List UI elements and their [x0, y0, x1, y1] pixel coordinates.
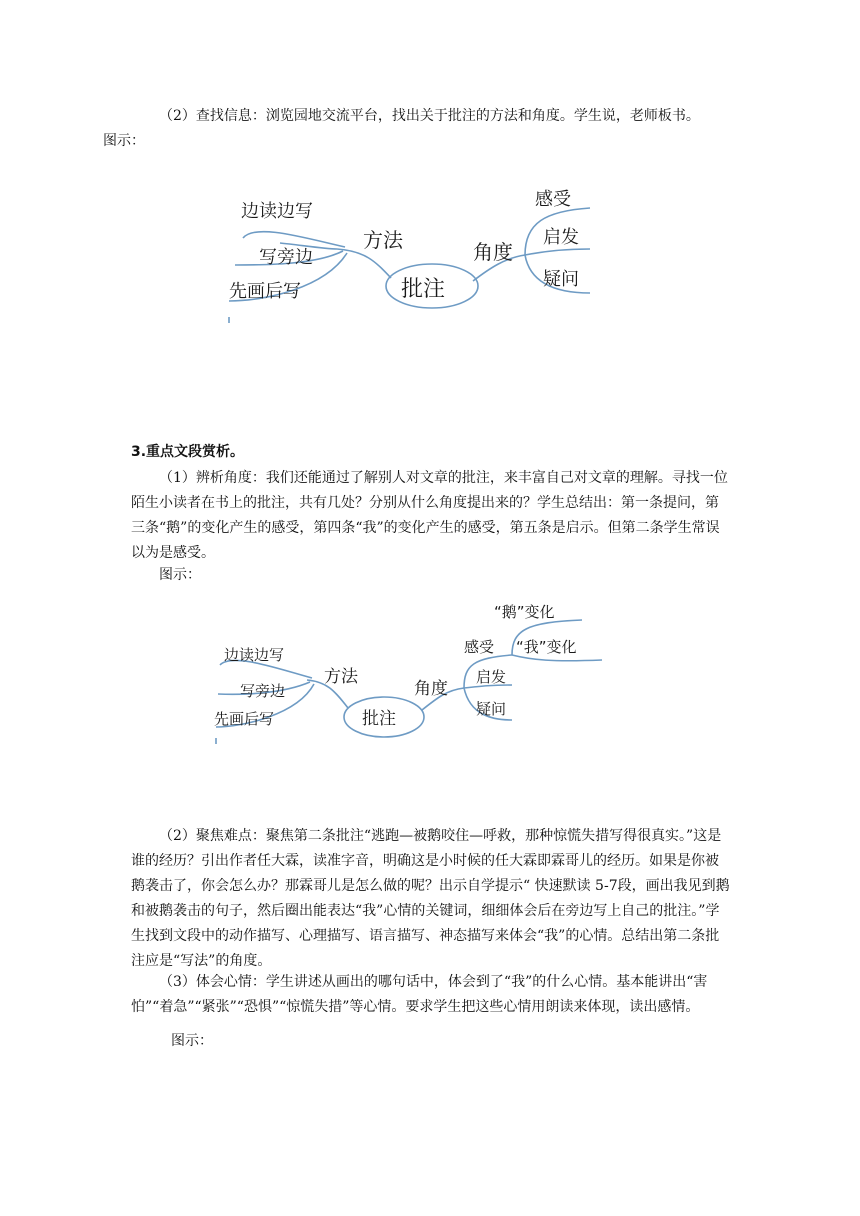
- method-2: 写旁边: [240, 682, 286, 700]
- mindmap-2: [212, 590, 612, 750]
- method-label: 方法: [324, 667, 358, 687]
- center-label: 批注: [401, 277, 446, 302]
- angle-1: 感受: [535, 189, 571, 210]
- feeling-2: “我”变化: [516, 638, 577, 656]
- branch-a2: [525, 249, 590, 255]
- method-1: 边读边写: [241, 201, 313, 222]
- angle-3: 疑问: [543, 269, 579, 290]
- center-label: 批注: [362, 709, 396, 729]
- section3-para1: （1）辨析角度：我们还能通过了解别人对文章的批注，来丰富自己对文章的理解。寻找一位陌生小读者在书上的批注，共有几处？分别从什么角度提出来的？学生总结出：第一条提问，第三条“鹅”的变化产生的感受，第四条“我”的变化产生的感受，第五条是启示。但第二条学生常误以为是感受。: [131, 470, 728, 561]
- method-3: 先画后写: [229, 281, 301, 302]
- angle-2: 启发: [543, 227, 579, 248]
- feeling-1: “鹅”变化: [494, 603, 555, 621]
- section3-para3: （3）体会心情：学生讲述从画出的哪句话中，体会到了“我”的什么心情。基本能讲出“害怕”“着急”“紧张”“恐惧”“惊慌失措”等心情。要求学生把这些心情用朗读来体现，读出感情。: [131, 974, 708, 1015]
- angle-label: 角度: [414, 679, 448, 699]
- method-2: 写旁边: [259, 247, 313, 268]
- method-1: 边读边写: [224, 646, 285, 664]
- mindmap-1: [225, 183, 605, 333]
- method-3: 先画后写: [214, 710, 275, 728]
- caption-2: 图示：: [171, 1033, 213, 1049]
- step2-paragraph: [103, 104, 731, 154]
- branch-method: [337, 249, 391, 278]
- section3-heading: 3.重点文段赏析。: [131, 444, 245, 460]
- method-label: 方法: [363, 228, 403, 252]
- angle-1: 感受: [464, 638, 495, 656]
- angle-3: 疑问: [476, 700, 507, 718]
- section3-para2: （2）聚焦难点：聚焦第二条批注“逃跑—被鹅咬住—呼救，那种惊慌失措写得很真实。”这是谁的经历？引出作者任大霖，读准字音，明确这是小时候的任大霖即霖哥儿的经历。如果是你被鹅袭击了，你会怎么办？那霖哥儿是怎么做的呢？出示自学提示“ 快速默读 5-7段，画出我见到鹅和被鹅袭击的句子，然后圈出能表达“我”心情的关键词，细细体会后在旁边写上自己的批注。”学生找到文段中的动作描写、心理描写、语言描写、神态描写来体会“我”的心情。总结出第二条批注应是“写法”的角度。: [131, 828, 730, 969]
- step2-caption: 图示：: [103, 133, 145, 149]
- angle-label: 角度: [473, 240, 513, 264]
- step2-text: （2）查找信息：浏览园地交流平台，找出关于批注的方法和角度。学生说，老师板书。: [159, 108, 700, 124]
- caption-1: 图示：: [159, 567, 201, 583]
- angle-2: 启发: [476, 668, 507, 686]
